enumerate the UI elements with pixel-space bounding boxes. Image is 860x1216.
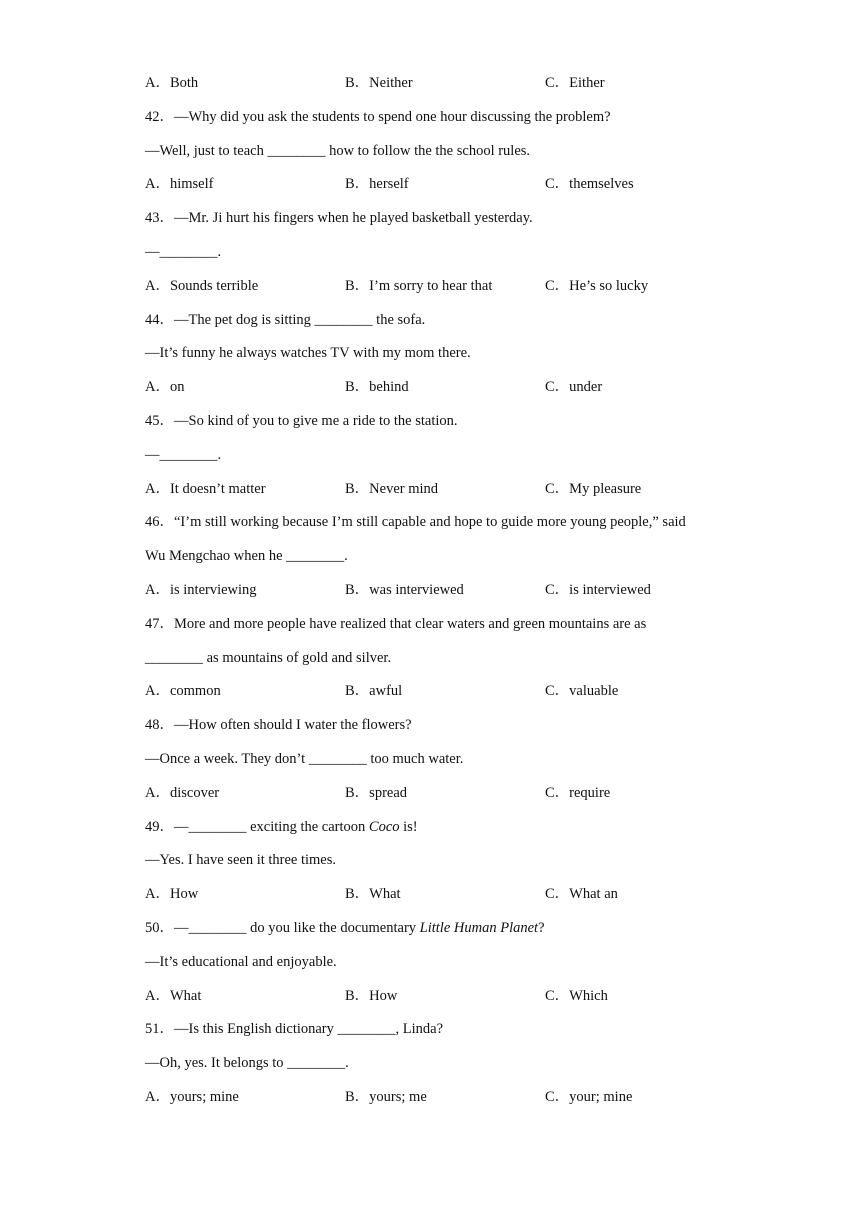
question-50-text-end: ? [538,920,545,936]
question-43-reply: —________. [145,244,222,260]
question-48-text: 48．—How often should I water the flowers? [145,717,412,733]
question-50-title: Little Human Planet [419,920,539,936]
question-49-text [145,817,418,837]
option-a[interactable]: A．himself [145,176,214,192]
option-a[interactable]: A．It doesn’t matter [145,481,266,497]
option-b[interactable]: B．I’m sorry to hear that [345,278,493,294]
question-42-options [145,174,745,194]
question-50-text-start: 50．—________ do you like the documentary [145,920,420,936]
question-49-text-end: is! [399,819,418,835]
question-51-text: 51．—Is this English dictionary ________, Linda? [145,1021,444,1037]
option-a[interactable]: A．How [145,886,199,902]
option-b[interactable]: B．How [345,988,398,1004]
question-44-text: 44．—The pet dog is sitting ________ the sofa. [145,312,426,328]
option-b[interactable]: B．behind [345,379,409,395]
question-47-options [145,681,745,701]
question-48-reply: —Once a week. They don’t ________ too much water. [145,751,464,767]
question-45-reply: —________. [145,447,222,463]
option-b[interactable]: B．awful [345,683,403,699]
question-49-options [145,884,745,904]
option-b[interactable]: B．Neither [345,75,413,91]
option-a[interactable]: A．Both [145,75,199,91]
option-a[interactable]: A．discover [145,785,220,801]
option-c[interactable]: C．What an [545,886,618,902]
question-45-options [145,479,745,499]
option-a[interactable]: A．yours; mine [145,1089,239,1105]
question-49-reply: —Yes. I have seen it three times. [145,852,337,868]
option-b[interactable]: B．spread [345,785,408,801]
option-c[interactable]: C．Which [545,988,608,1004]
option-a[interactable]: A．is interviewing [145,582,257,598]
option-c[interactable]: C．valuable [545,683,619,699]
question-50-text [145,918,545,938]
question-49-text-start: 49．—________ exciting the cartoon [145,819,369,835]
option-b[interactable]: B．was interviewed [345,582,464,598]
question-42-text: 42．—Why did you ask the students to spend one hour discussing the problem? [145,109,611,125]
option-b[interactable]: B．What [345,886,401,902]
question-46-text: 46．“I’m still working because I’m still capable and hope to guide more young people,” said [145,514,686,530]
option-a[interactable]: A．What [145,988,202,1004]
question-46-continuation: Wu Mengchao when he ________. [145,548,348,564]
option-c[interactable]: C．require [545,785,611,801]
question-50-reply: —It’s educational and enjoyable. [145,954,337,970]
option-c[interactable]: C．Either [545,75,605,91]
option-b[interactable]: B．herself [345,176,409,192]
question-45-text: 45．—So kind of you to give me a ride to the station. [145,413,458,429]
question-41-options [145,73,745,93]
question-44-options [145,377,745,397]
question-51-options [145,1087,745,1107]
option-c[interactable]: C．themselves [545,176,634,192]
question-47-continuation: ________ as mountains of gold and silver. [145,650,392,666]
option-c[interactable]: C．He’s so lucky [545,278,649,294]
question-51-reply: —Oh, yes. It belongs to ________. [145,1055,349,1071]
question-49-title: Coco [368,819,400,835]
option-c[interactable]: C．My pleasure [545,481,642,497]
question-50-options [145,986,745,1006]
question-47-text: 47．More and more people have realized that clear waters and green mountains are as [145,616,647,632]
option-c[interactable]: C．under [545,379,603,395]
question-42-reply: —Well, just to teach ________ how to follow the the school rules. [145,143,531,159]
question-44-reply: —It’s funny he always watches TV with my mom there. [145,345,471,361]
option-c[interactable]: C．your; mine [545,1089,633,1105]
option-a[interactable]: A．Sounds terrible [145,278,259,294]
option-b[interactable]: B．yours; me [345,1089,427,1105]
question-46-options [145,580,745,600]
option-c[interactable]: C．is interviewed [545,582,651,598]
option-a[interactable]: A．common [145,683,221,699]
question-43-options [145,276,745,296]
option-b[interactable]: B．Never mind [345,481,439,497]
option-a[interactable]: A．on [145,379,185,395]
question-43-text: 43．—Mr. Ji hurt his fingers when he played basketball yesterday. [145,210,533,226]
question-48-options [145,783,745,803]
